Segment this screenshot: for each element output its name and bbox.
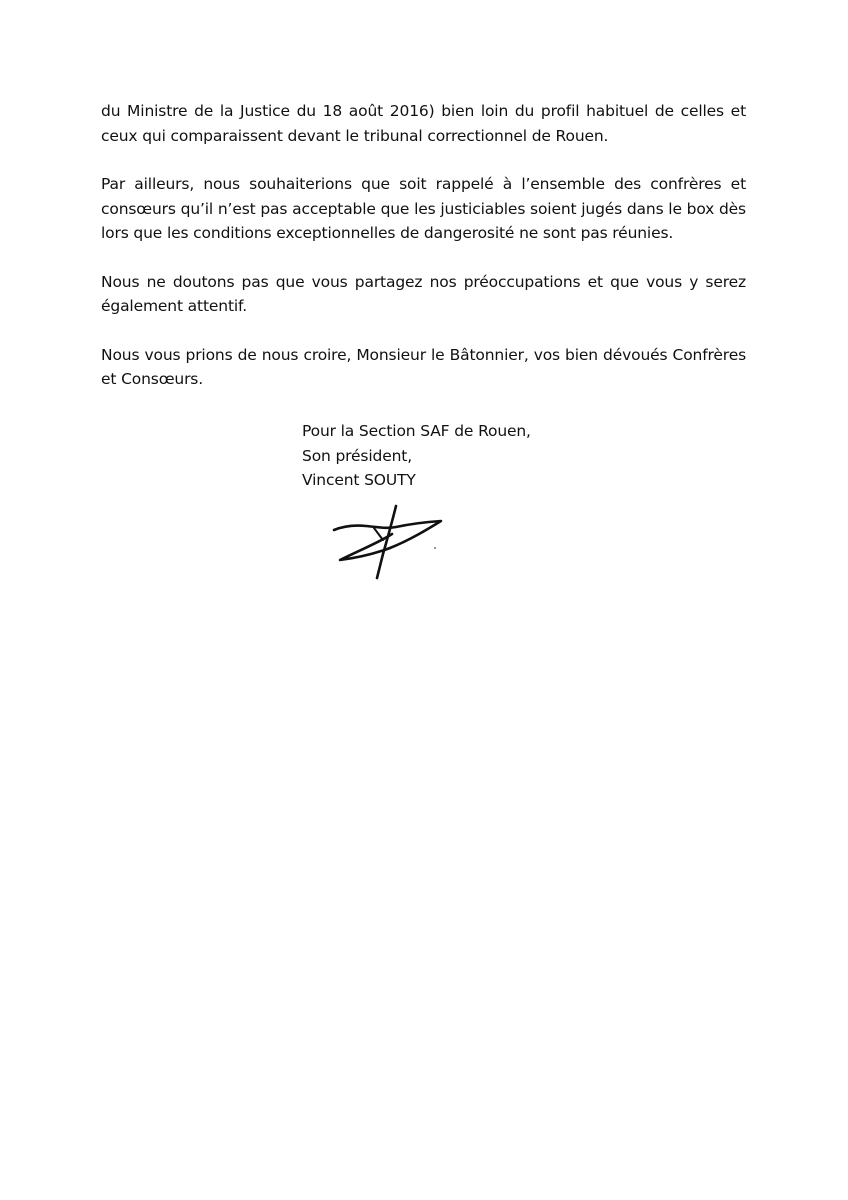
paragraph-reference: du Ministre de la Justice du 18 août 2016) bien loin du profil habituel de celles et ceux qui comparaissent devant le tribunal correctionnel de Rouen.	[101, 102, 746, 145]
paragraph-request: Par ailleurs, nous souhaiterions que soit rappelé à l’ensemble des confrères et consœurs qu’il n’est pas acceptable que les justiciables soient jugés dans le box dès lors que les conditions exceptionnelles de dangerosité ne sont pas réunies.	[101, 175, 746, 242]
signature-block	[302, 419, 662, 493]
handwritten-signature	[330, 502, 460, 586]
paragraph-closing: Nous vous prions de nous croire, Monsieur le Bâtonnier, vos bien dévoués Confrères et Consœurs.	[101, 345, 746, 388]
signature-role-line: Son président,	[302, 446, 412, 465]
letter-body	[101, 99, 746, 416]
signature-name-line: Vincent SOUTY	[302, 471, 416, 489]
signature-section-line: Pour la Section SAF de Rouen,	[302, 422, 531, 440]
paragraph-attention: Nous ne doutons pas que vous partagez nos préoccupations et que vous y serez également attentif.	[101, 272, 746, 315]
